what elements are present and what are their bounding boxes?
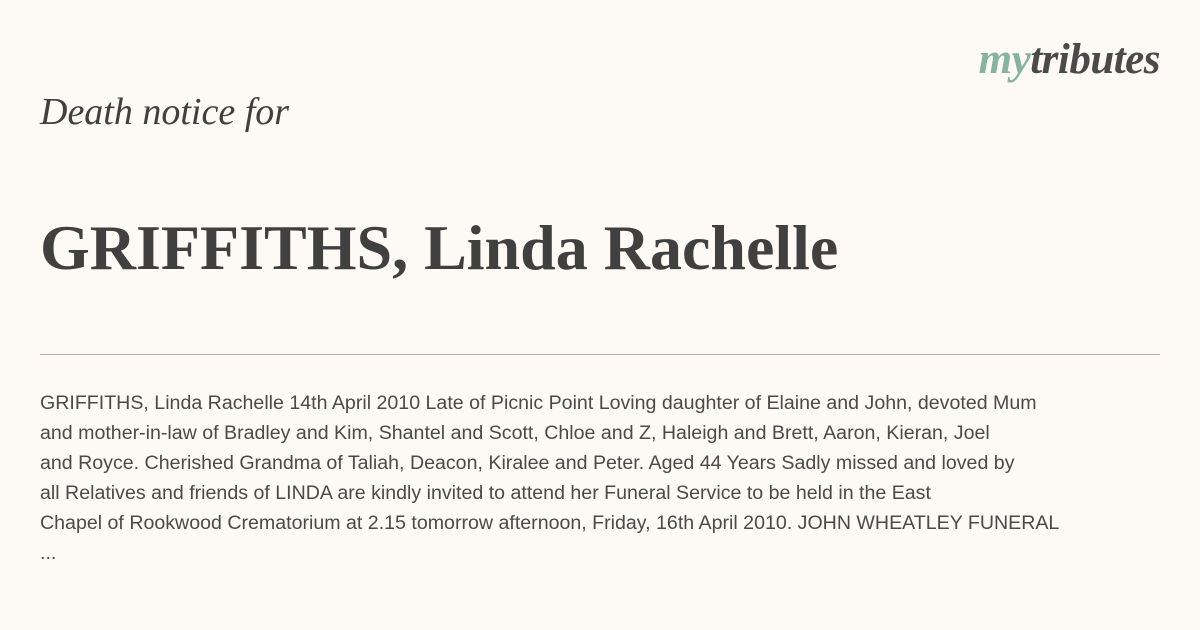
logo-tributes-text: tributes (1030, 36, 1160, 83)
logo-my-text: my (978, 36, 1031, 83)
mytributes-logo[interactable] (979, 36, 1160, 84)
notice-ellipsis: ... (40, 542, 57, 564)
divider (40, 354, 1160, 355)
deceased-name: GRIFFITHS, Linda Rachelle (40, 212, 839, 283)
notice-line: Chapel of Rookwood Crematorium at 2.15 tomorrow afternoon, Friday, 16th April 2010. JOHN WHEATLEY FUNERAL (40, 512, 1060, 534)
notice-line: all Relatives and friends of LINDA are kindly invited to attend her Funeral Service to be held in the East (40, 482, 931, 504)
notice-line: and mother-in-law of Bradley and Kim, Shantel and Scott, Chloe and Z, Haleigh and Brett, Aaron, Kieran, Joel (40, 422, 990, 444)
notice-text (40, 388, 1160, 538)
notice-line: GRIFFITHS, Linda Rachelle 14th April 2010 Late of Picnic Point Loving daughter of Elaine and John, devoted Mum (40, 392, 1037, 414)
page-subtitle: Death notice for (40, 91, 290, 133)
notice-line: and Royce. Cherished Grandma of Taliah, Deacon, Kiralee and Peter. Aged 44 Years Sadly missed and loved by (40, 452, 1015, 474)
